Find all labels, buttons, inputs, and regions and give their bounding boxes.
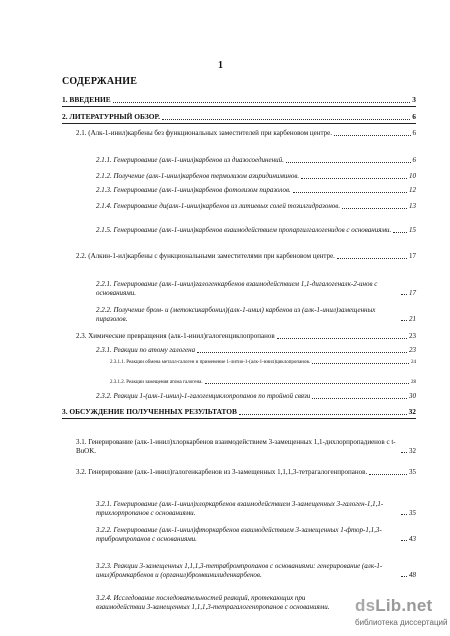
toc-entry-1: 1. ВВЕДЕНИЕ 3 [62, 95, 416, 104]
page-number: 1 [218, 60, 223, 71]
toc-entry-2-3-1: 2.3.1. Реакции по атому галогена 23 [96, 346, 416, 354]
toc-entry-3-2-3: 3.2.3. Реакции 3-замещенных 1,1,1,3-тетрабромпропанов с основаниями: генерирование (алк-1-инил)бромкарбенов и (органил)бромвинилиденкарбенов. 48 [96, 562, 416, 579]
separator-line [62, 418, 416, 419]
dslib-watermark-logo[interactable] [355, 596, 447, 632]
toc-entry-3-1: 3.1. Генерирование (алк-1-инил)хлоркарбенов взаимодействием 3-замещенных 1,1-дихлорпропадиенов с t-BuOK. 32 [76, 438, 416, 455]
toc-entry-2-3: 2.3. Химические превращения (алк-1-инил)галогенциклопропанов 23 [76, 332, 416, 340]
toc-entry-3-2-1: 3.2.1. Генерирование (алк-1-инил)хлоркарбенов взаимодействием 3-замещенных 3-галоген-1,1,1-трихлорпропанов с основаниями. 35 [96, 500, 416, 517]
toc-entry-2-2: 2.2. (Алкин-1-ил)карбены с функциональными заместителями при карбеновом центре. 17 [76, 252, 416, 260]
toc-entry-3-2-2: 3.2.2. Генерирование (алк-1-инил)фторкарбенов взаимодействием 3-замещенных 1-фтор-1,1,3-трибромпропанов с основаниями. 43 [96, 526, 416, 543]
toc-title: СОДЕРЖАНИЕ [62, 76, 138, 87]
toc-entry-2-1-1: 2.1.1. Генерирование (алк-1-инил)карбенов из диазосоединений. 6 [96, 156, 416, 164]
toc-entry-2-3-1-2: 2.3.1.2. Реакции замещения атома галогена. 28 [110, 380, 416, 385]
toc-entry-2: 2. ЛИТЕРАТУРНЫЙ ОБЗОР. 6 [62, 112, 416, 121]
logo-subtitle: библиотека диссертаций [355, 618, 448, 627]
toc-entry-2-1-4: 2.1.4. Генерирование ди(алк-1-инил)карбенов из литиевых солей тозилгидразонов. 13 [96, 202, 416, 210]
separator-line [62, 106, 416, 107]
toc-entry-2-1-2: 2.1.2. Получение (алк-1-инил)карбенов термолизом азиридиниминов. 10 [96, 172, 416, 180]
toc-entry-2-1: 2.1. (Алк-1-инил)карбены без функциональных заместителей при карбеновом центре. 6 [76, 129, 416, 137]
toc-entry-3-2: 3.2. Генерирование (алк-1-инил)галогенкарбенов из 3-замещенных 1,1,1,3-тетрагалогенпропанов. 35 [76, 468, 416, 476]
toc-entry-2-3-2: 2.3.2. Реакции 1-(алк-1-инил)-1-галогенциклопропанов по тройной связи 30 [96, 392, 416, 400]
toc-entry-3-2-4: 3.2.4. Исследование последовательностей реакций, протекающих при взаимодействии 3-замещенных 1,1,1,3-тетрагалогенпропанов с основаниями. [96, 594, 330, 611]
toc-entry-2-1-3: 2.1.3. Генерирование (алк-1-инил)карбенов фотолизом пиразолов. 12 [96, 186, 416, 194]
toc-entry-2-3-1-1: 2.3.1.1. Реакции обмена металл-галоген и применение 1-литио-1-(алк-1-инил)циклопропанов. 24 [110, 360, 416, 365]
toc-entry-2-2-2: 2.2.2. Получение бром- и (метоксикарбонил)(алк-1-инил) карбенов из (алк-1-инил)замещенных пиразолов. 21 [96, 306, 416, 323]
logo-wordmark: dsLib.net [355, 596, 433, 615]
toc-entry-3: 3. ОБСУЖДЕНИЕ ПОЛУЧЕННЫХ РЕЗУЛЬТАТОВ 32 [62, 407, 416, 416]
toc-entry-2-1-5: 2.1.5. Генерирование (алк-1-инил)карбенов взаимодействием пропаргилгалогенидов с основаниями. 15 [96, 226, 416, 234]
toc-entry-2-2-1: 2.2.1. Генерирование (алк-1-инил)галогенкарбенов взаимодействием 1,1-дигалогеналк-2-инов с основаниями. 17 [96, 280, 416, 297]
separator-line [62, 123, 416, 124]
